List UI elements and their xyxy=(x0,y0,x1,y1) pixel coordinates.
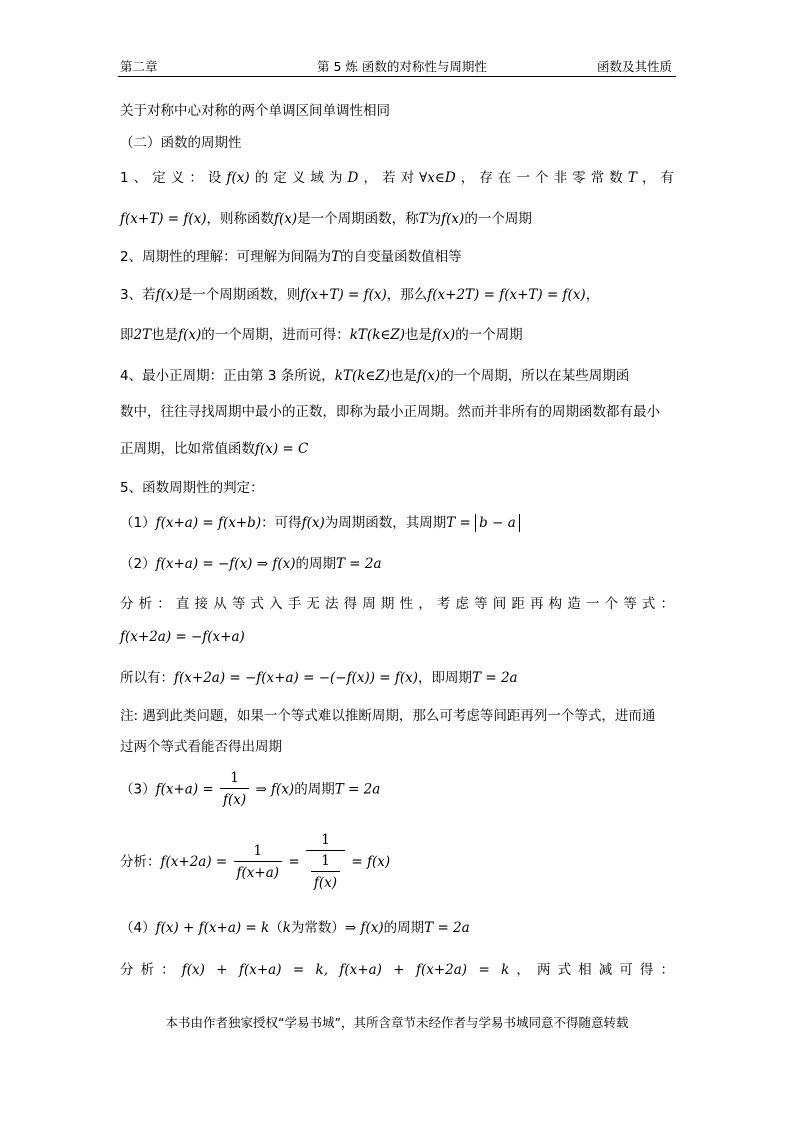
item-3-line-1: 3、若f(x)是一个周期函数，则f(x+T) = f(x)，那么f(x+2T) = f(x+T) = f(x)， xyxy=(120,287,600,303)
text-line-1: 关于对称中心对称的两个单调区间单调性相同 xyxy=(120,103,390,119)
analysis-3-line: 分析：f(x+2a) = $\frac{1}{f(x+a)}$ = $\frac{1}{\frac{1}{f(x)}}$ = f(x) xyxy=(120,830,390,894)
analysis-2-equation: f(x+2a) = −f(x+a) xyxy=(120,629,245,645)
copyright-footer: 本书由作者独家授权“学易书城”，其所含章节未经作者与学易书城同意不得随意转载 xyxy=(165,1015,629,1030)
item-4-line-1: 4、最小正周期：正由第 3 条所说，kT(k∈Z)也是f(x)的一个周期，所以在某些周期函 xyxy=(120,368,630,384)
header-rule xyxy=(118,76,676,77)
definition-line-1: 1、定义：设f(x)的定义域为D，若对∀x∈D，存在一个非零常数T，有 xyxy=(120,170,675,186)
item-4-line-3: 正周期，比如常值函数f(x) = C xyxy=(120,441,309,457)
header-chapter: 第二章 xyxy=(120,59,158,74)
case-1-line: （1）f(x+a) = f(x+b)：可得f(x)为周期函数，其周期T = b − a xyxy=(120,513,520,533)
section-heading-periodicity: （二）函数的周期性 xyxy=(120,135,242,151)
header-section-title: 第 5 炼 函数的对称性与周期性 xyxy=(317,59,487,74)
note-line-1: 注: 遇到此类问题，如果一个等式难以推断周期，那么可考虑等间距再列一个等式，进而通 xyxy=(120,708,656,724)
definition-line-2: f(x+T) = f(x)，则称函数f(x)是一个周期函数，称T为f(x)的一个周期 xyxy=(120,211,532,227)
analysis-4-line: 分析：f(x) + f(x+a) = k, f(x+a) + f(x+2a) = k，两式相减可得： xyxy=(120,962,675,978)
case-2-line: （2）f(x+a) = −f(x) ⇒ f(x)的周期T = 2a xyxy=(120,556,382,572)
analysis-2-conclusion: 所以有：f(x+2a) = −f(x+a) = −(−f(x)) = f(x)，即周期T = 2a xyxy=(120,670,518,686)
header-topic: 函数及其性质 xyxy=(596,59,672,74)
item-3-line-2: 即2T也是f(x)的一个周期，进而可得：kT(k∈Z)也是f(x)的一个周期 xyxy=(120,327,523,343)
fraction-1-over-fxa: $\frac{1}{f(x+a)}$ xyxy=(234,841,283,884)
understanding-line: 2、周期性的理解：可理解为间隔为T的自变量函数值相等 xyxy=(120,249,462,265)
case-3-line: （3）f(x+a) = $\frac{1}{f(x)}$ ⇒ f(x)的周期T = 2a xyxy=(120,768,380,811)
analysis-2-line-1: 分析：直接从等式入手无法得周期性，考虑等间距再构造一个等式： xyxy=(120,596,674,612)
case-4-line: （4）f(x) + f(x+a) = k（k为常数）⇒ f(x)的周期T = 2a xyxy=(120,920,470,936)
note-line-2: 过两个等式看能否得出周期 xyxy=(120,739,282,755)
page-header xyxy=(0,57,794,77)
item-5-heading: 5、函数周期性的判定： xyxy=(120,480,264,496)
nested-fraction: $\frac{1}{\frac{1}{f(x)}}$ xyxy=(306,830,345,894)
item-4-line-2: 数中，往往寻找周期中最小的正数，即称为最小正周期。然而并非所有的周期函数都有最小 xyxy=(120,404,660,420)
fraction-1-over-fx: $\frac{1}{f(x)}$ xyxy=(220,768,249,811)
